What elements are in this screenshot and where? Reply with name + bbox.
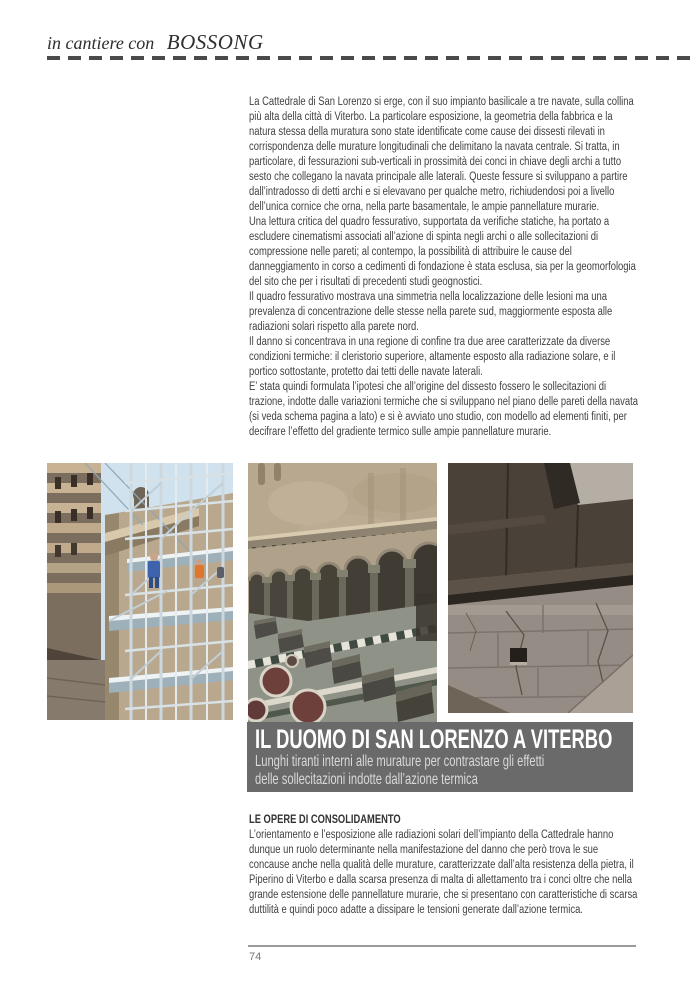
section-body-column	[249, 828, 641, 918]
intro-paragraph: Una lettura critica del quadro fessurativo, supportata da verifiche statiche, ha portato a escludere cinematismi associati all’azione di spinta negli archi o alle sollecitazioni di compressione nelle pareti; al contempo, la possibilità di attribuire le cause del danneggiamento in corso a cedimenti di fondazione è stata esclusa, sia per la geomorfologia del sito che per i risultati di precedenti studi geognostici.	[249, 216, 636, 288]
masonry-detail-photo	[448, 463, 633, 713]
intro-paragraph: Il quadro fessurativo mostrava una simmetria nella localizzazione delle lesioni ma una prevalenza di concentrazione delle stesse nella parete sud, maggiormente esposta alle radiazioni solari rispetto alla parete nord.	[249, 291, 613, 333]
scaffolding-photo-art	[47, 463, 233, 720]
colonnade-photo-art	[248, 463, 437, 722]
article-subtitle-line-2: delle sollecitazioni indotte dall’azione termica	[255, 771, 478, 788]
scaffolding-photo	[47, 463, 233, 720]
article-title: IL DUOMO DI SAN LORENZO A VITERBO	[255, 724, 613, 754]
article-subtitle-line-1: Lunghi tiranti interni alle murature per contrastare gli effetti	[255, 753, 545, 770]
intro-paragraph: Il danno si concentrava in una regione di confine tra due aree caratterizzate da diverse condizioni termiche: il cleristorio superiore, altamente esposto alla radiazione solare, e il portico sottostante, protetto dai tetti delle navate laterali.	[249, 336, 616, 378]
intro-paragraph: E’ stata quindi formulata l’ipotesi che all’origine del dissesto fossero le sollecitazioni di trazione, indotte dalle variazioni termiche che si sviluppano nel piano delle pareti della navata (si veda schema pagina a lato) e si è avviato uno studio, con modello ad elementi finiti, per decifrare l’effetto del gradiente termico sulle ampie pannellature murarie.	[249, 381, 638, 438]
intro-paragraph: La Cattedrale di San Lorenzo si erge, con il suo impianto basilicale a tre navate, sulla collina più alta della città di Viterbo. La particolare esposizione, la geometria della fabbrica e la natura stessa della muratura sono state identificate come cause dei dissesti rilevati in corrispondenza delle murature longitudinali che delimitano la navata centrale. Si tratta, in particolare, di fessurazioni sub-verticali in prossimità dei conci in chiave degli archi a tutto sesto che collegano la navata principale alle laterali. Queste fessure si sviluppano a partire dall’intradosso di detti archi e si elevavano per qualche metro, richiudendosi poi a livello dell’unica cornice che orna, nella parte basamentale, le ampie pannellature murarie.	[249, 96, 634, 213]
section-heading: LE OPERE DI CONSOLIDAMENTO	[249, 812, 401, 826]
page-number: 74	[249, 951, 262, 963]
dashed-divider	[47, 56, 697, 60]
masthead	[47, 30, 264, 55]
masthead-kicker: in cantiere con	[47, 33, 155, 53]
colonnade-photo	[248, 463, 437, 722]
footer-divider	[248, 945, 636, 947]
section-paragraph: L’orientamento e l’esposizione alle radiazioni solari dell’impianto della Cattedrale hanno dunque un ruolo determinante nella manifestazione del danno che però trova le sue concause anche nella qualità delle murature, caratterizzate dall’alta resistenza della pietra, il Piperino di Viterbo e dalla scarsa presenza di malta di allettamento tra i conci oltre che nella grande estensione delle pannellature murarie, che si presentano con caratteristiche di scarsa duttilità e quindi poco adatte a dissipare le tensioni generate dall’azione termica.	[249, 829, 638, 916]
intro-text-column	[249, 95, 641, 440]
brand-name: BOSSONG	[166, 30, 264, 54]
masonry-detail-photo-art	[448, 463, 633, 713]
masthead-space	[158, 33, 163, 53]
article-title-box	[247, 722, 633, 792]
